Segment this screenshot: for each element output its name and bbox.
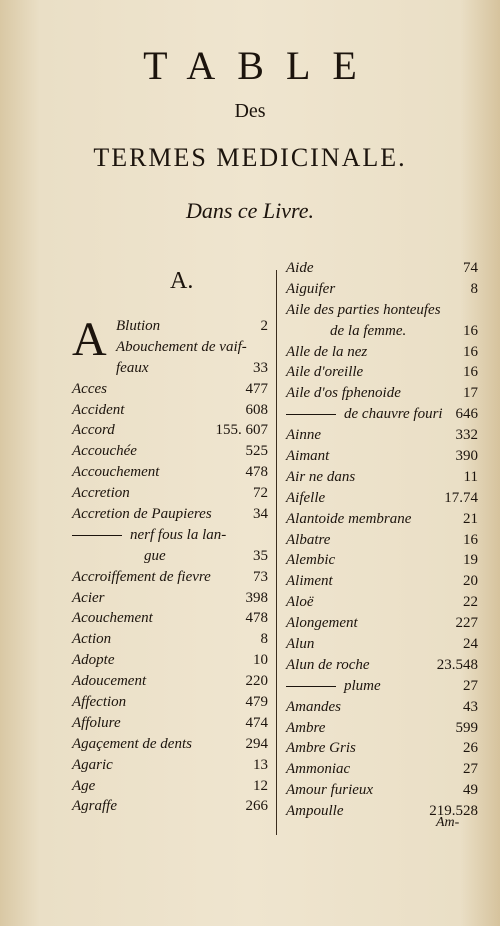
- index-entry: [72, 485, 268, 506]
- index-entry: [72, 694, 268, 715]
- entry-term-text: feaux: [116, 359, 149, 376]
- entry-term: [72, 485, 130, 502]
- entry-page: 478: [245, 464, 268, 481]
- entry-term: [286, 302, 441, 319]
- entry-term: [72, 736, 192, 753]
- entry-term: [72, 610, 153, 627]
- entry-term: [286, 344, 367, 361]
- entry-page: 21: [463, 510, 478, 527]
- entry-term: [116, 318, 160, 335]
- index-entry: [72, 339, 268, 360]
- entry-term-text: Alantoide membrane: [286, 510, 412, 527]
- index-entry: [286, 594, 478, 615]
- entry-term-text: Action: [72, 631, 112, 648]
- entry-term: [72, 443, 137, 460]
- entry-page: 17.74: [444, 489, 478, 506]
- entry-term-text: Aloë: [286, 594, 314, 611]
- entry-term: [72, 757, 113, 774]
- index-entry: [286, 532, 478, 553]
- entry-page: 608: [245, 401, 268, 418]
- entry-term-text: Aliment: [286, 573, 333, 590]
- entry-term: [330, 323, 406, 340]
- entry-term-text: Acces: [72, 380, 107, 397]
- index-entry: [286, 448, 478, 469]
- entry-term: [286, 511, 411, 528]
- entry-term: [72, 778, 95, 795]
- entry-term-text: Ambre Gris: [286, 740, 356, 757]
- index-entry: [72, 318, 268, 339]
- entry-term: [286, 427, 321, 444]
- entry-page: 16: [463, 364, 478, 381]
- index-entry: [72, 757, 268, 778]
- index-entry: [286, 364, 478, 385]
- entry-page: 27: [463, 677, 478, 694]
- entry-term: [144, 548, 166, 565]
- index-entry: [286, 511, 478, 532]
- entry-page: 474: [245, 714, 268, 731]
- entry-term: [286, 678, 381, 695]
- entry-page: 74: [463, 260, 478, 276]
- entry-term: [72, 506, 212, 523]
- entry-term: [72, 422, 115, 439]
- index-entry: [286, 490, 478, 511]
- index-entry: [286, 406, 478, 427]
- index-entry: [72, 360, 268, 381]
- entry-page: 17: [463, 385, 478, 402]
- column-divider: [276, 270, 277, 835]
- index-entry: [286, 678, 478, 699]
- index-entry: [286, 699, 478, 720]
- entry-term-text: Alun de roche: [286, 656, 370, 673]
- index-entry: [72, 652, 268, 673]
- entry-term: [286, 532, 330, 549]
- index-entry: [72, 736, 268, 757]
- entry-term-text: Blution: [116, 318, 161, 334]
- index-entry: [72, 548, 268, 569]
- entry-term-text: Acouchement: [72, 610, 153, 627]
- entry-page: 33: [253, 359, 268, 376]
- entry-term-text: Accouchement: [72, 464, 160, 481]
- entry-term-text: Alun: [286, 636, 315, 653]
- page-title: TABLE: [143, 43, 379, 88]
- entry-term-text: Aile des parties honteufes: [286, 301, 441, 318]
- entry-page: 13: [253, 756, 268, 773]
- entry-page: 220: [245, 673, 268, 690]
- index-entry: [286, 740, 478, 761]
- entry-term: [286, 636, 314, 653]
- entry-term-text: de chauvre fouri: [344, 406, 443, 423]
- index-entry: [286, 761, 478, 782]
- entry-term-text: Aide: [286, 260, 314, 276]
- entry-page: 479: [245, 694, 268, 711]
- subtitle-termes: TERMES MEDICINALE.: [93, 143, 407, 172]
- entry-term-text: Adoucement: [72, 673, 147, 690]
- entry-page: 43: [463, 698, 478, 715]
- entry-term: [286, 594, 314, 611]
- entry-page: 155. 607: [215, 422, 268, 439]
- index-entry: [286, 615, 478, 636]
- index-entry: [286, 323, 478, 344]
- entry-term-text: nerf fous la lan-: [130, 526, 227, 543]
- entry-page: 20: [463, 573, 478, 590]
- entry-page: 398: [245, 589, 268, 606]
- index-entry: [72, 590, 268, 611]
- index-entry: [72, 610, 268, 631]
- index-entry: [286, 344, 478, 365]
- entry-term-text: Ammoniac: [286, 761, 351, 778]
- entry-page: 16: [463, 343, 478, 360]
- index-entry: [72, 569, 268, 590]
- entry-page: 8: [260, 631, 268, 648]
- entry-page: 34: [253, 506, 268, 523]
- entry-page: 11: [463, 468, 478, 485]
- entry-term: [286, 448, 329, 465]
- entry-term: [116, 360, 148, 377]
- index-entry: [286, 281, 478, 302]
- index-entry: [72, 631, 268, 652]
- entry-term-text: Amour furieux: [286, 782, 374, 799]
- entry-term-text: Ainne: [286, 427, 321, 444]
- entry-page: 294: [245, 735, 268, 752]
- left-column: [72, 313, 268, 819]
- index-entry: [72, 402, 268, 423]
- entry-term-text: Ampoulle: [286, 803, 344, 820]
- entry-term: [72, 590, 104, 607]
- entry-term-text: Albatre: [286, 531, 331, 548]
- entry-page: 599: [455, 719, 478, 736]
- index-entry: [72, 381, 268, 402]
- entry-page: 266: [245, 798, 268, 815]
- entry-term-text: Accretion: [72, 485, 130, 502]
- entry-term-text: Ambre: [286, 719, 326, 736]
- entry-page: 8: [470, 280, 478, 297]
- index-entry: [72, 464, 268, 485]
- entry-term: [72, 402, 124, 419]
- entry-term: [286, 490, 325, 507]
- entry-term-text: Accord: [72, 422, 115, 439]
- entry-page: 12: [253, 777, 268, 794]
- entry-term-text: Accouchée: [72, 443, 137, 460]
- index-entry: [286, 782, 478, 803]
- index-entry: [72, 715, 268, 736]
- entry-term: [286, 573, 333, 590]
- entry-page: 10: [253, 652, 268, 669]
- entry-term-text: Aifelle: [286, 489, 326, 506]
- index-entry: [286, 552, 478, 573]
- entry-page: 27: [463, 761, 478, 778]
- index-entry: [286, 720, 478, 741]
- entry-term-text: Aiguifer: [286, 280, 336, 297]
- entry-page: 26: [463, 740, 478, 757]
- entry-term: [72, 464, 159, 481]
- index-entry: [286, 469, 478, 490]
- entry-term: [286, 720, 325, 737]
- entry-term-text: Alle de la nez: [286, 343, 368, 360]
- entry-page: 19: [463, 552, 478, 569]
- entry-term-text: de la femme.: [330, 322, 407, 339]
- repeat-dash: [72, 535, 122, 536]
- entry-term: [286, 281, 335, 298]
- entry-term: [72, 694, 126, 711]
- entry-page: 477: [245, 380, 268, 397]
- entry-term-text: Alembic: [286, 552, 336, 569]
- index-entry: [286, 636, 478, 657]
- entry-term: [72, 715, 121, 732]
- entry-term-text: Affection: [72, 694, 127, 711]
- section-letter: A.: [170, 268, 194, 294]
- entry-term-text: plume: [344, 677, 381, 694]
- index-entry: [286, 385, 478, 406]
- entry-term-text: Abouchement de vaif-: [116, 338, 247, 355]
- entry-term-text: Air ne dans: [286, 468, 356, 485]
- entry-page: 227: [455, 615, 478, 632]
- entry-term: [72, 381, 107, 398]
- drop-cap: A: [72, 313, 107, 366]
- index-entry: [72, 778, 268, 799]
- entry-page: 49: [463, 782, 478, 799]
- entry-term: [286, 615, 358, 632]
- entry-term: [286, 469, 355, 486]
- index-entry: [72, 527, 268, 548]
- entry-term-text: Adopte: [72, 652, 115, 669]
- entry-page: 525: [245, 443, 268, 460]
- catchword: Am-: [436, 815, 460, 830]
- entry-page: 2: [260, 318, 268, 334]
- entry-term: [286, 761, 350, 778]
- subtitle-des: Des: [234, 100, 266, 122]
- index-entry: [72, 422, 268, 443]
- entry-term-text: Accroiffement de fievre: [72, 568, 211, 585]
- entry-term-text: gue: [144, 547, 166, 564]
- entry-page: 390: [455, 448, 478, 465]
- right-column: [286, 260, 478, 824]
- entry-page: 23.548: [436, 656, 478, 673]
- entry-term-text: Affolure: [72, 714, 121, 731]
- entry-term: [72, 569, 211, 586]
- entry-term: [116, 339, 247, 356]
- repeat-dash: [286, 414, 336, 415]
- index-entry: [72, 506, 268, 527]
- entry-term: [286, 260, 314, 277]
- entry-term-text: Amandes: [286, 698, 341, 715]
- entry-term-text: Agraffe: [72, 798, 117, 815]
- entry-term: [286, 803, 344, 820]
- entry-term: [72, 631, 111, 648]
- entry-page: 332: [455, 427, 478, 444]
- entry-page: 73: [253, 568, 268, 585]
- entry-page: 646: [455, 406, 478, 423]
- entry-term-text: Aile d'os fphenoide: [286, 385, 401, 402]
- entry-term: [286, 699, 341, 716]
- entry-term: [286, 364, 363, 381]
- index-entry: [72, 443, 268, 464]
- entry-term: [286, 552, 335, 569]
- entry-term-text: Agaçement de dents: [72, 735, 192, 752]
- index-entry: [286, 427, 478, 448]
- index-entry: [286, 573, 478, 594]
- entry-page: 16: [463, 531, 478, 548]
- index-entry: [286, 260, 478, 281]
- entry-page: 16: [463, 322, 478, 339]
- entry-term: [72, 798, 117, 815]
- repeat-dash: [286, 686, 336, 687]
- index-entry: [286, 657, 478, 678]
- entry-term: [286, 385, 401, 402]
- entry-term-text: Alongement: [286, 615, 358, 632]
- index-entry: [72, 798, 268, 819]
- entry-page: 478: [245, 610, 268, 627]
- entry-term: [286, 406, 443, 423]
- entry-term-text: Agaric: [72, 756, 113, 773]
- subtitle-livre: Dans ce Livre.: [185, 198, 315, 223]
- entry-term: [286, 782, 373, 799]
- entry-page: 22: [463, 594, 478, 611]
- entry-term-text: Accident: [72, 401, 125, 418]
- index-entry: [286, 302, 478, 323]
- index-entry: [72, 673, 268, 694]
- entry-page: 72: [253, 485, 268, 502]
- entry-page: 24: [463, 636, 478, 653]
- entry-page: 35: [253, 547, 268, 564]
- entry-page: 219.528: [429, 803, 478, 820]
- entry-term-text: Accretion de Paupieres: [72, 506, 212, 523]
- entry-term-text: Aimant: [286, 448, 330, 465]
- entry-term: [286, 740, 356, 757]
- entry-term: [72, 527, 226, 544]
- entry-term-text: Aile d'oreille: [286, 364, 364, 381]
- entry-term-text: Age: [72, 777, 96, 794]
- entry-term: [286, 657, 370, 674]
- entry-term: [72, 652, 115, 669]
- entry-term-text: Acier: [72, 589, 105, 606]
- entry-term: [72, 673, 146, 690]
